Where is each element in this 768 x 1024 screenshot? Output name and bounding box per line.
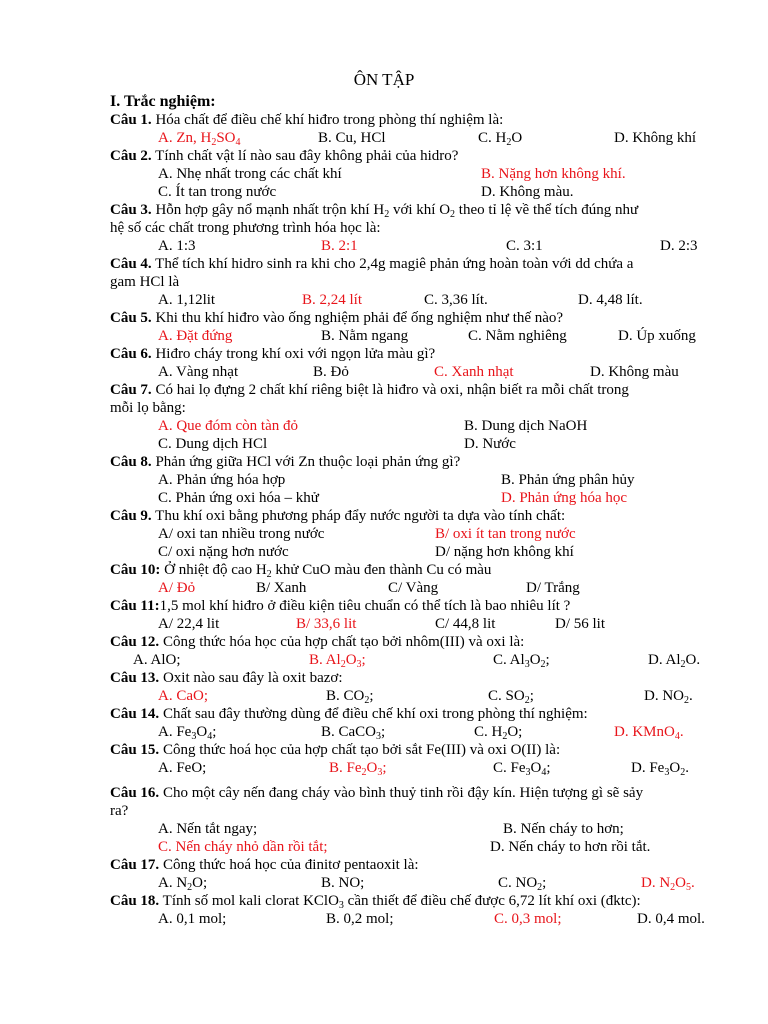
question-16: Câu 16. Cho một cây nến đang cháy vào bình thuỷ tinh rồi đậy kín. Hiện tượng gì sẽ sảy [110,785,644,801]
option-d: D/ 56 lit [555,616,606,632]
option-a: A. Vàng nhạt [158,364,239,380]
question-8: Câu 8. Phản ứng giữa HCl với Zn thuộc loại phản ứng gì? [110,454,461,470]
option-d: D. Phản ứng hóa học [501,490,628,506]
option-a: A. Que đóm còn tàn đỏ [158,418,298,434]
option-b: B. CaCO$_3$; [321,724,386,742]
question-11: Câu 11:1,5 mol khí hiđro ở điều kiện tiêu chuẩn có thể tích là bao nhiêu lít ? [110,598,571,614]
question-3-cont: hệ số các chất trong phương trình hóa học là: [110,220,381,236]
option-a: A/ oxi tan nhiều trong nước [158,526,325,542]
option-b: B. Nằm ngang [321,328,409,344]
option-a: A. Nhẹ nhất trong các chất khí [158,166,342,182]
question-10: Câu 10: Ở nhiệt độ cao $H_2$ khử CuO màu đen thành Cu có màu [110,562,492,580]
option-a: A. $N_2O$; [158,875,208,893]
option-b: B. Phản ứng phân hủy [501,472,635,488]
option-b: B. $Al_2O_3$; [309,652,366,670]
option-b: B. NO; [321,875,365,891]
option-b: B. 2,24 lít [302,292,363,308]
option-c: C. Nến cháy nhỏ dần rồi tắt; [158,839,328,855]
option-c: C. Xanh nhạt [434,364,514,380]
option-b: B. $Fe_2O_3$; [329,760,387,778]
question-6: Câu 6. Hiđro cháy trong khí oxi với ngọn lửa màu gì? [110,346,436,362]
option-d: D. Không màu [590,364,679,380]
option-c: C/ oxi nặng hơn nước [158,544,289,560]
option-d: D. KMnO$_4$. [614,724,684,742]
option-b: B. Dung dịch NaOH [464,418,588,434]
option-d: D. 2:3 [660,238,698,254]
option-b: B/ Xanh [256,580,307,596]
option-c: C. $Fe_3O_4$; [493,760,551,778]
option-c: C. Nằm nghiêng [468,328,567,344]
option-a: A. Nến tắt ngay; [158,821,258,837]
question-9: Câu 9. Thu khí oxi bằng phương pháp đẩy nước người ta dựa vào tính chất: [110,508,566,524]
option-c: C. $H_2O$ [478,130,523,148]
option-b: B. Nến cháy to hơn; [503,821,624,837]
option-b: B. Nặng hơn không khí. [481,166,626,182]
option-d: D. Không màu. [481,184,574,200]
option-a: A. $Fe_3O_4$; [158,724,217,742]
option-b: B. 0,2 mol; [326,911,394,927]
question-4-cont: gam HCl là [110,274,180,290]
option-c: C/ Vàng [388,580,439,596]
question-13: Câu 13. Oxit nào sau đây là oxit bazơ: [110,670,343,686]
option-d: D. 0,4 mol. [637,911,705,927]
question-7: Câu 7. Có hai lọ đựng 2 chất khí riêng biệt là hiđro và oxi, nhận biết ra mỗi chất trong [110,382,629,398]
question-7-cont: mỗi lọ bằng: [110,400,186,416]
option-a: A/ 22,4 lit [158,616,220,632]
option-d: D. 4,48 lít. [578,292,643,308]
option-b: B/ oxi ít tan trong nước [435,526,576,542]
option-b: B. $CO_2$; [326,688,374,706]
question-label: Câu 1. [110,112,152,128]
question-16-cont: ra? [110,803,129,819]
option-a: A. Phản ứng hóa hợp [158,472,286,488]
option-c: C. Dung dịch HCl [158,436,268,452]
option-c: C/ 44,8 lit [435,616,496,632]
question-12: Câu 12. Công thức hóa học của hợp chất tạo bởi nhôm(III) và oxi là: [110,634,525,650]
option-d: D. $N_2O_5$. [641,875,695,893]
option-d: D. Nến cháy to hơn rồi tắt. [490,839,651,855]
page-title: ÔN TẬP [353,70,415,89]
question-1 [110,111,503,129]
option-d: D. Nước [464,436,516,452]
option-d: D. Không khí [614,130,697,146]
question-17: Câu 17. Công thức hoá học của đinitơ pentaoxit là: [110,857,419,873]
option-d: D/ Trắng [526,580,580,596]
option-c: C. $NO_2$; [498,875,547,893]
question-15: Câu 15. Công thức hoá học của hợp chất tạo bởi sắt Fe(III) và oxi O(II) là: [110,742,561,758]
option-a: A. 0,1 mol; [158,911,227,927]
section-heading: I. Trắc nghiệm: [110,93,216,110]
option-c: C. Ít tan trong nước [158,184,277,200]
question-3: Câu 3. Hỗn hợp gây nổ mạnh nhất trộn khí $H_2$ với khí $O_2$ theo tỉ lệ về thể tích đúng như [110,202,639,220]
option-a: A. 1,12lit [158,292,216,308]
option-d: D. Úp xuống [618,328,696,344]
option-c: C. 3,36 lít. [424,292,488,308]
question-14: Câu 14. Chất sau đây thường dùng để điều chế khí oxi trong phòng thí nghiệm: [110,706,588,722]
option-c: C. $Al_3O_2$; [493,652,550,670]
option-d: D. $NO_2$. [644,688,693,706]
option-b: B. Cu, HCl [318,130,386,146]
option-c: C. 3:1 [506,238,543,254]
option-c: C. $H_2O$; [474,724,523,742]
option-b: B/ 33,6 lit [296,616,357,632]
question-18: Câu 18. Tính số mol kali clorat KClO$_3$ cần thiết để điều chế được 6,72 lít khí oxi (đktc): [110,893,641,911]
option-b: B. Đỏ [313,364,349,380]
option-b: B. 2:1 [321,238,358,254]
question-4: Câu 4. Thể tích khí hidro sinh ra khi cho 2,4g magiê phản ứng hoàn toàn với dd chứa a [110,256,634,272]
question-text: Hóa chất để điều chế khí hiđro trong phòng thí nghiệm là: [155,112,504,128]
option-a: A. 1:3 [158,238,196,254]
option-a: A. Zn, $H_2SO_4$ [158,130,241,148]
option-a: A/ Đỏ [158,580,196,596]
option-c: C. $SO_2$; [488,688,534,706]
option-a: A. AlO; [133,652,181,668]
option-d: D/ nặng hơn không khí [435,544,574,560]
option-c: C. 0,3 mol; [494,911,562,927]
option-c: C. Phản ứng oxi hóa – khử [158,490,319,506]
option-a: A. CaO; [158,688,208,704]
option-a: A. FeO; [158,760,207,776]
option-d: D. $Al_2O$. [648,652,701,670]
question-5: Câu 5. Khi thu khí hiđro vào ống nghiệm phải để ống nghiệm như thế nào? [110,310,564,326]
option-d: D. $Fe_3O_2$. [631,760,689,778]
question-2: Câu 2. Tính chất vật lí nào sau đây không phải của hidro? [110,148,459,164]
option-a: A. Đặt đứng [158,328,233,344]
